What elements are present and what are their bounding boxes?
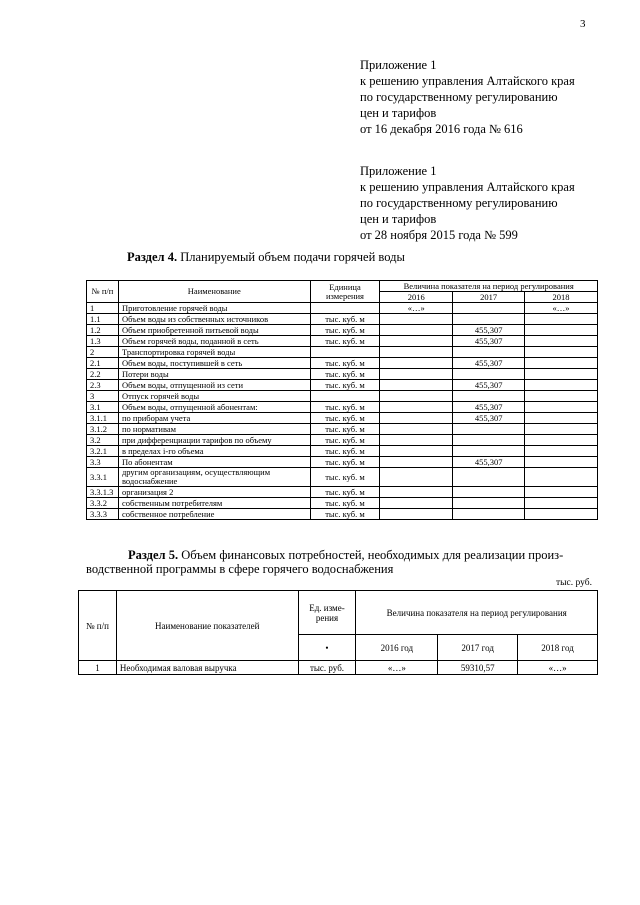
cell-2017: 455,307	[453, 457, 525, 468]
cell-name: Транспортировка горячей воды	[118, 347, 310, 358]
cell-name: Объем воды, поступившей в сеть	[118, 358, 310, 369]
fin-cell-num: 1	[79, 661, 117, 675]
section4-label: Раздел 4.	[127, 250, 178, 264]
fin-cell-2018: «…»	[518, 661, 598, 675]
appendix-line: Приложение 1	[360, 164, 437, 178]
cell-2018	[525, 457, 598, 468]
cell-2017	[453, 303, 525, 314]
cell-num: 2.1	[87, 358, 119, 369]
cell-2016	[380, 325, 453, 336]
header-year-2017: 2017	[453, 292, 525, 303]
cell-unit: тыс. куб. м	[310, 380, 380, 391]
header-name: Наименование	[118, 281, 310, 303]
cell-2018	[525, 498, 598, 509]
cell-2018	[525, 446, 598, 457]
cell-2017	[453, 498, 525, 509]
cell-num: 2.3	[87, 380, 119, 391]
cell-num: 3.1.1	[87, 413, 119, 424]
table-row	[87, 435, 598, 446]
cell-2016	[380, 446, 453, 457]
header-period: Величина показателя на период регулирования	[380, 281, 598, 292]
cell-num: 1	[87, 303, 119, 314]
cell-num: 3	[87, 391, 119, 402]
cell-num: 3.2.1	[87, 446, 119, 457]
cell-num: 3.3.1.3	[87, 487, 119, 498]
appendix-line: цен и тарифов	[360, 212, 437, 226]
appendix-line: по государственному регулированию	[360, 90, 558, 104]
table-row	[87, 498, 598, 509]
cell-2018	[525, 435, 598, 446]
appendix-line: к решению управления Алтайского края	[360, 180, 575, 194]
cell-name: в пределах i-го объема	[118, 446, 310, 457]
cell-num: 1.3	[87, 336, 119, 347]
cell-2018	[525, 314, 598, 325]
table-row	[87, 380, 598, 391]
cell-num: 3.3.2	[87, 498, 119, 509]
section5-title: Объем финансовых потребностей, необходимых для реализации произ-	[181, 548, 564, 562]
cell-2017	[453, 391, 525, 402]
fin-header-year-2017: 2017 год	[438, 635, 518, 661]
cell-2016	[380, 424, 453, 435]
fin-header-year-2018: 2018 год	[518, 635, 598, 661]
cell-2018	[525, 325, 598, 336]
cell-2017	[453, 435, 525, 446]
cell-name: организация 2	[118, 487, 310, 498]
page-number: 3	[580, 18, 586, 30]
cell-name: Объем воды из собственных источников	[118, 314, 310, 325]
table-row	[87, 358, 598, 369]
hot-water-volume-table	[86, 280, 598, 520]
cell-2018	[525, 369, 598, 380]
cell-2016	[380, 468, 453, 487]
cell-2018	[525, 424, 598, 435]
cell-2018	[525, 358, 598, 369]
cell-2018	[525, 487, 598, 498]
cell-num: 3.2	[87, 435, 119, 446]
cell-num: 3.3.1	[87, 468, 119, 487]
appendix-line: от 16 декабря 2016 года № 616	[360, 122, 523, 136]
cell-name: Объем воды, отпущенной из сети	[118, 380, 310, 391]
table-row	[87, 402, 598, 413]
cell-name: По абонентам	[118, 457, 310, 468]
cell-2016	[380, 369, 453, 380]
cell-num: 1.1	[87, 314, 119, 325]
cell-2016	[380, 457, 453, 468]
fin-header-unit: Ед. изме-рения	[298, 591, 356, 635]
cell-2016	[380, 487, 453, 498]
fin-header-period: Величина показателя на период регулирования	[356, 591, 598, 635]
appendix-line: цен и тарифов	[360, 106, 437, 120]
section4-heading	[127, 250, 405, 265]
table-row	[87, 509, 598, 520]
cell-unit: тыс. куб. м	[310, 498, 380, 509]
cell-2017	[453, 369, 525, 380]
cell-2016: «…»	[380, 303, 453, 314]
cell-unit: тыс. куб. м	[310, 336, 380, 347]
cell-unit: тыс. куб. м	[310, 369, 380, 380]
cell-2016	[380, 391, 453, 402]
cell-unit: тыс. куб. м	[310, 358, 380, 369]
fin-cell-name: Необходимая валовая выручка	[116, 661, 298, 675]
cell-2016	[380, 509, 453, 520]
cell-2017: 455,307	[453, 358, 525, 369]
table-row	[87, 391, 598, 402]
table-row	[87, 314, 598, 325]
cell-unit: тыс. куб. м	[310, 413, 380, 424]
cell-2018	[525, 391, 598, 402]
cell-unit: тыс. куб. м	[310, 435, 380, 446]
header-year-2016: 2016	[380, 292, 453, 303]
cell-2017: 455,307	[453, 336, 525, 347]
cell-unit	[310, 303, 380, 314]
cell-unit	[310, 347, 380, 358]
cell-name: Потери воды	[118, 369, 310, 380]
fin-header-name: Наименование показателей	[116, 591, 298, 661]
cell-2017: 455,307	[453, 413, 525, 424]
cell-name: по приборам учета	[118, 413, 310, 424]
cell-unit: тыс. куб. м	[310, 446, 380, 457]
financial-needs-table	[78, 590, 598, 675]
cell-2017	[453, 424, 525, 435]
cell-2018	[525, 509, 598, 520]
table-row	[87, 325, 598, 336]
cell-name: собственным потребителям	[118, 498, 310, 509]
cell-name: Объем воды, отпущенной абонентам:	[118, 402, 310, 413]
cell-2018	[525, 468, 598, 487]
unit-note: тыс. руб.	[556, 578, 592, 588]
cell-unit: тыс. куб. м	[310, 314, 380, 325]
cell-num: 3.3	[87, 457, 119, 468]
fin-header-num: № п/п	[79, 591, 117, 661]
cell-name: Приготовление горячей воды	[118, 303, 310, 314]
header-num: № п/п	[87, 281, 119, 303]
header-unit: Единица измерения	[310, 281, 380, 303]
cell-unit: тыс. куб. м	[310, 457, 380, 468]
cell-num: 2.2	[87, 369, 119, 380]
fin-header-unit-mark: •	[298, 635, 356, 661]
cell-2018	[525, 347, 598, 358]
appendix-line: от 28 ноября 2015 года № 599	[360, 228, 518, 242]
fin-cell-2016: «…»	[356, 661, 438, 675]
cell-2017	[453, 509, 525, 520]
cell-2016	[380, 314, 453, 325]
cell-2018: «…»	[525, 303, 598, 314]
cell-2017: 455,307	[453, 402, 525, 413]
section5-title-line2: водственной программы в сфере горячего водоснабжения	[86, 562, 394, 576]
cell-num: 3.3.3	[87, 509, 119, 520]
table-row	[87, 446, 598, 457]
cell-name: Отпуск горячей воды	[118, 391, 310, 402]
hot-water-table-body	[87, 303, 598, 520]
cell-2016	[380, 498, 453, 509]
cell-2017	[453, 446, 525, 457]
cell-name: при дифференциации тарифов по объему	[118, 435, 310, 446]
cell-unit: тыс. куб. м	[310, 468, 380, 487]
cell-unit	[310, 391, 380, 402]
cell-2016	[380, 380, 453, 391]
appendix-line: Приложение 1	[360, 58, 437, 72]
table-row	[87, 457, 598, 468]
cell-2016	[380, 347, 453, 358]
fin-header-year-2016: 2016 год	[356, 635, 438, 661]
cell-2016	[380, 358, 453, 369]
fin-row	[79, 661, 598, 675]
cell-2018	[525, 380, 598, 391]
table-row	[87, 347, 598, 358]
cell-unit: тыс. куб. м	[310, 509, 380, 520]
cell-2016	[380, 435, 453, 446]
cell-2018	[525, 413, 598, 424]
cell-name: Объем горячей воды, поданной в сеть	[118, 336, 310, 347]
cell-2018	[525, 402, 598, 413]
cell-2017	[453, 347, 525, 358]
cell-2017	[453, 314, 525, 325]
cell-num: 1.2	[87, 325, 119, 336]
table-row	[87, 413, 598, 424]
header-year-2018: 2018	[525, 292, 598, 303]
cell-2017: 455,307	[453, 380, 525, 391]
cell-2016	[380, 413, 453, 424]
cell-unit: тыс. куб. м	[310, 424, 380, 435]
cell-num: 2	[87, 347, 119, 358]
table-row	[87, 487, 598, 498]
cell-name: Объем приобретенной питьевой воды	[118, 325, 310, 336]
fin-cell-2017: 59310,57	[438, 661, 518, 675]
cell-2016	[380, 336, 453, 347]
table-row	[87, 369, 598, 380]
cell-2016	[380, 402, 453, 413]
cell-2017: 455,307	[453, 325, 525, 336]
fin-cell-unit: тыс. руб.	[298, 661, 356, 675]
cell-name: по нормативам	[118, 424, 310, 435]
appendix-block-2	[360, 163, 575, 243]
cell-unit: тыс. куб. м	[310, 402, 380, 413]
appendix-line: по государственному регулированию	[360, 196, 558, 210]
cell-name: собственное потребление	[118, 509, 310, 520]
section4-title: Планируемый объем подачи горячей воды	[180, 250, 405, 264]
cell-num: 3.1.2	[87, 424, 119, 435]
cell-unit: тыс. куб. м	[310, 325, 380, 336]
table-row	[87, 336, 598, 347]
cell-name: другим организациям, осуществляющим водоснабжение	[118, 468, 310, 487]
cell-2017	[453, 468, 525, 487]
section5-label: Раздел 5.	[128, 548, 179, 562]
table-row	[87, 424, 598, 435]
table-row	[87, 468, 598, 487]
cell-num: 3.1	[87, 402, 119, 413]
appendix-line: к решению управления Алтайского края	[360, 74, 575, 88]
cell-2018	[525, 336, 598, 347]
cell-unit: тыс. куб. м	[310, 487, 380, 498]
section5-heading	[86, 548, 598, 576]
cell-2017	[453, 487, 525, 498]
appendix-block-1	[360, 57, 575, 137]
table-row	[87, 303, 598, 314]
